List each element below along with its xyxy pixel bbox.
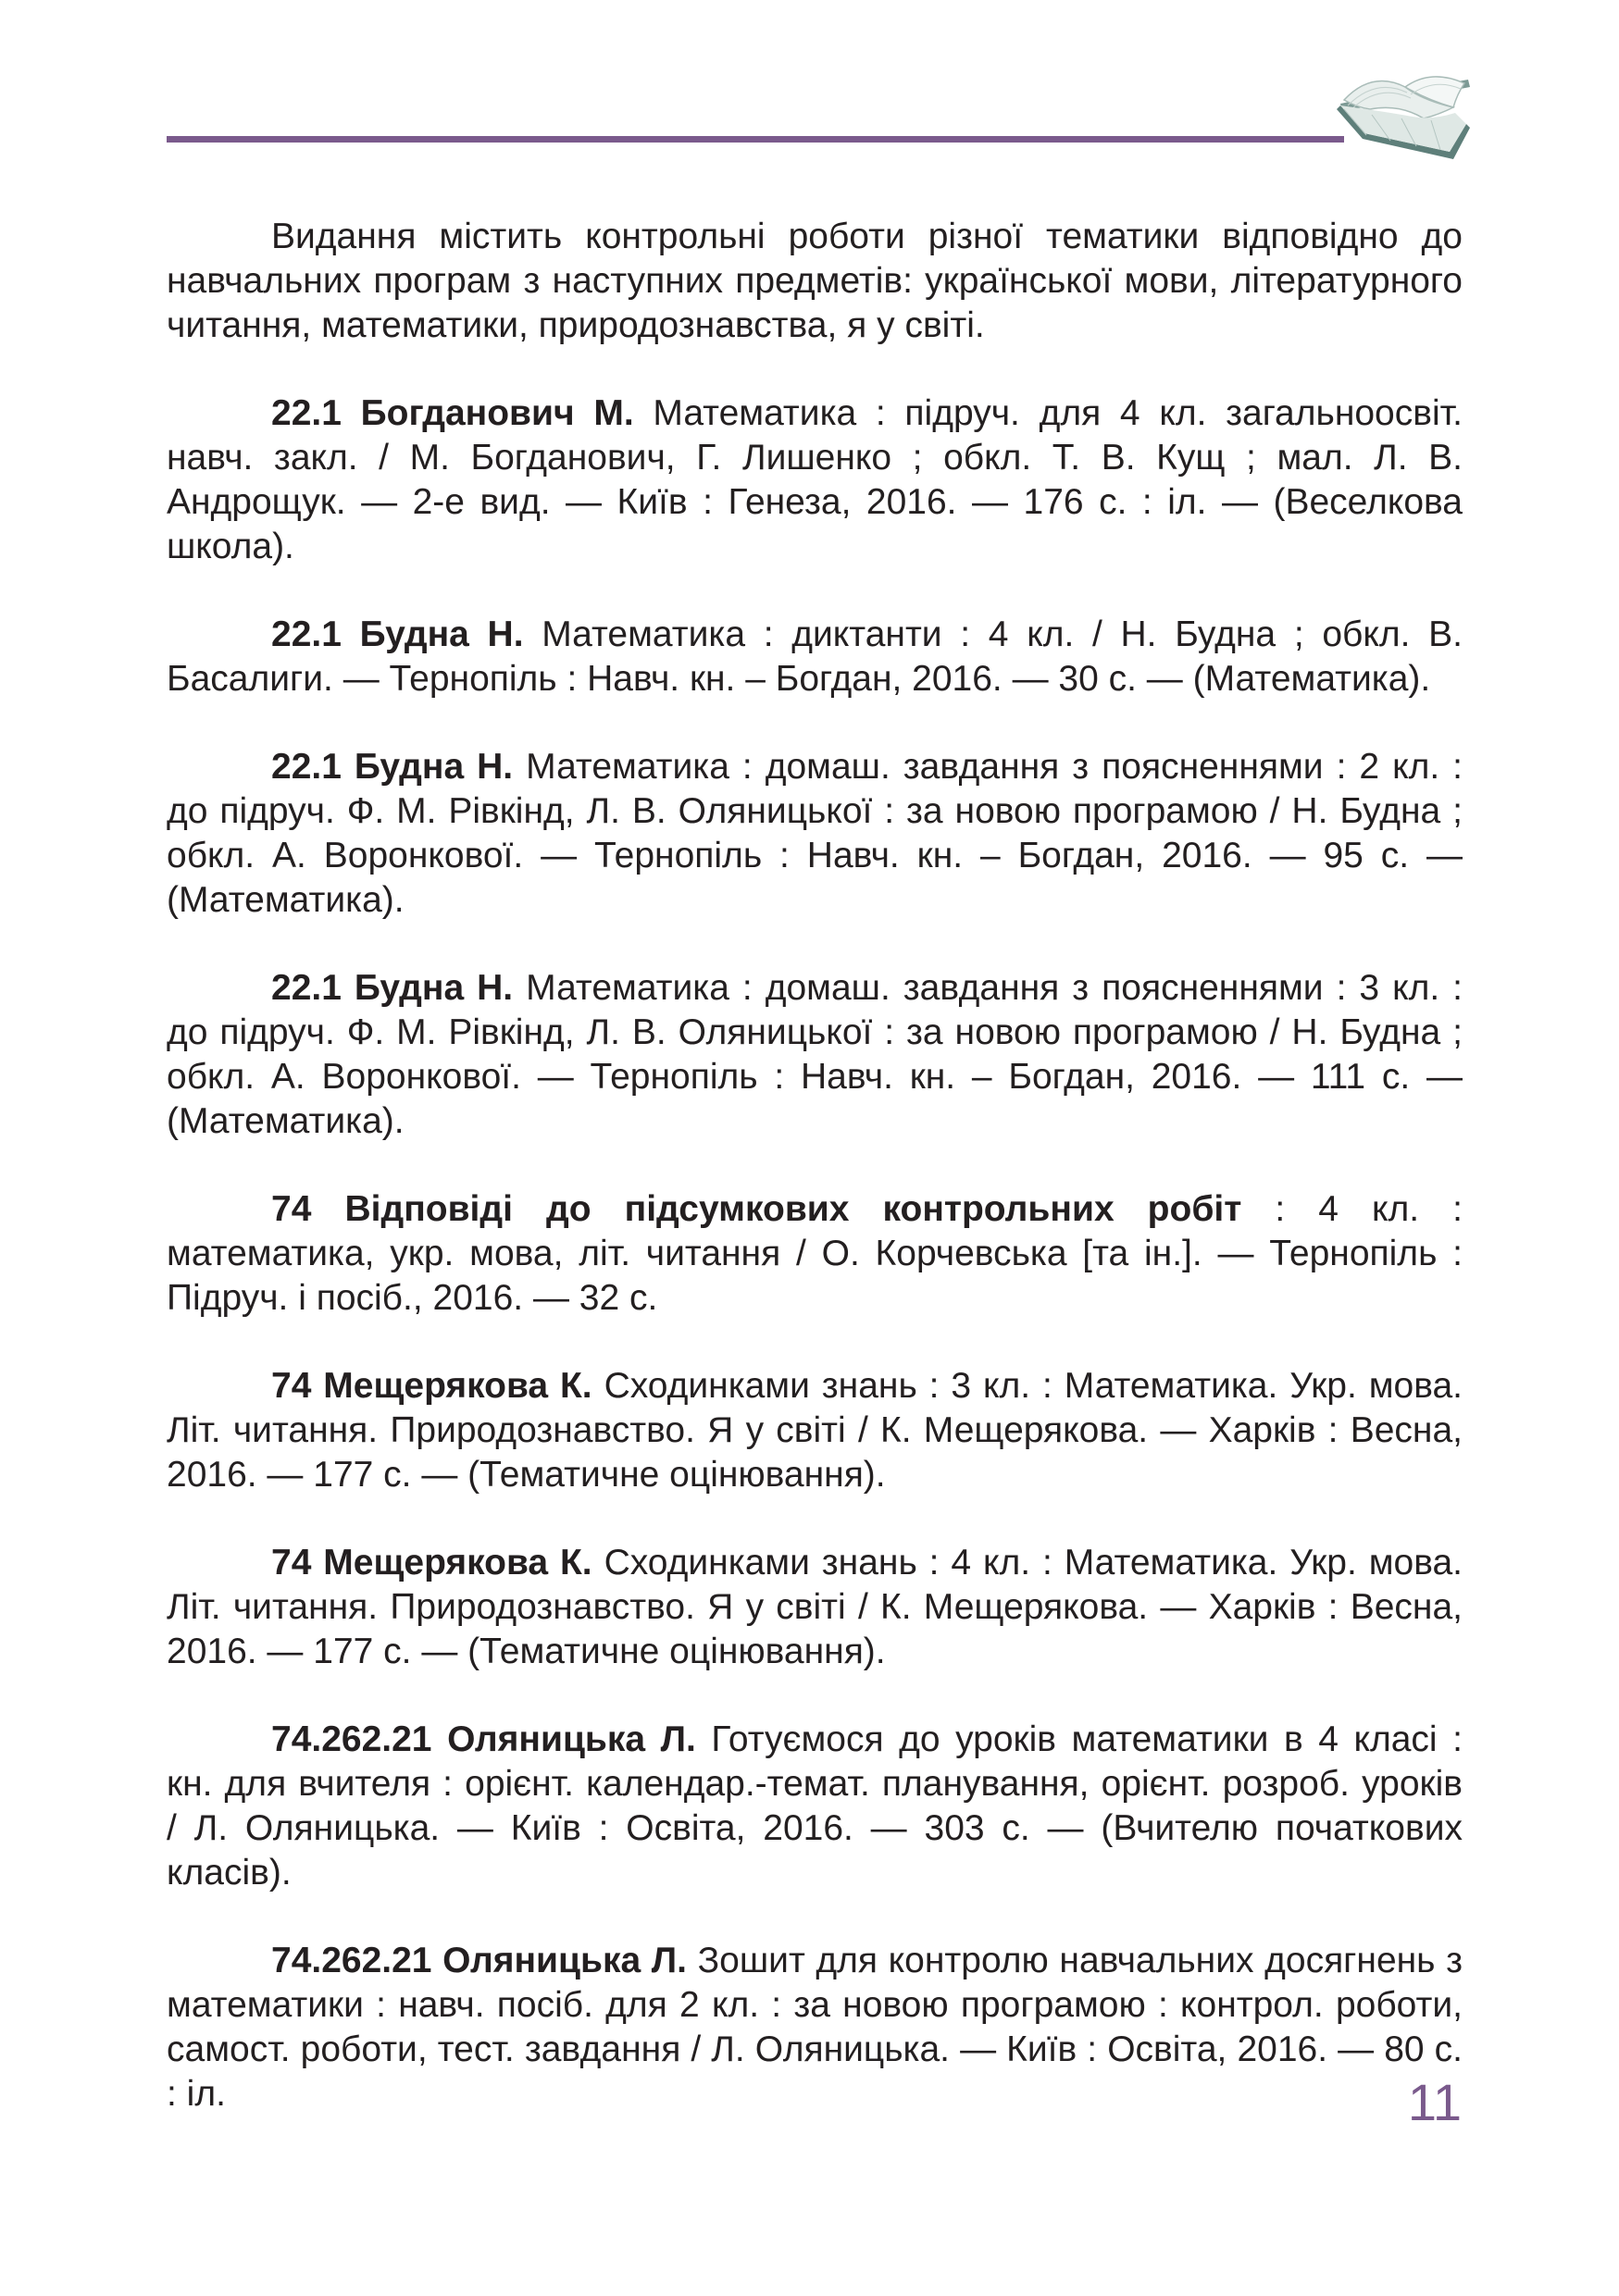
intro-paragraph: Видання містить контрольні роботи різної тематики відповідно до навчальних програм з наступних предметів: української мови, літературного читання, математики, природознавства, я у світі. [167, 217, 1463, 345]
entry-code: 74 [271, 1189, 312, 1229]
bibliography-entry [167, 391, 1463, 569]
entry-text: Математика : підруч. для 4 кл. загальноосвіт. навч. закл. / М. Богданович, Г. Лишенко ; обкл. Т. В. Кущ ; мал. Л. В. Андрощук. — 2-е вид. — Київ : Генеза, 2016. — 176 с. : іл. — (Веселкова школа). [167, 393, 1463, 566]
entry-code: 22.1 [271, 968, 342, 1008]
entry-author: Будна Н. [359, 614, 524, 654]
entry-text: Математика : диктанти : 4 кл. / Н. Будна ; обкл. В. Басалиги. — Тернопіль : Навч. кн. – Богдан, 2016. — 30 с. — (Математика). [167, 614, 1463, 699]
bibliography-entry [167, 1187, 1463, 1321]
bibliography-entry [167, 745, 1463, 923]
bibliography-entry [167, 1939, 1463, 2116]
entry-text: Сходинками знань : 4 кл. : Математика. Укр. мова. Літ. читання. Природознавство. Я у світі / К. Мещерякова. — Харків : Весна, 2016. — 177 с. — (Тематичне оцінювання). [167, 1543, 1463, 1671]
entry-text: Зошит для контролю навчальних досягнень з математики : навч. посіб. для 2 кл. : за новою програмою : контрол. роботи, самост. роботи, тест. завдання / Л. Оляницька. — Київ : Освіта, 2016. — 80 с. : іл. [167, 1941, 1463, 2114]
entry-text: Сходинками знань : 3 кл. : Математика. Укр. мова. Літ. читання. Природознавство. Я у світі / К. Мещерякова. — Харків : Весна, 2016. — 177 с. — (Тематичне оцінювання). [167, 1366, 1463, 1495]
bibliography-entry [167, 1541, 1463, 1674]
entry-code: 74.262.21 [271, 1941, 432, 1980]
header-rule [167, 136, 1344, 143]
entry-author: Будна Н. [354, 747, 514, 787]
entry-text: : 4 кл. : математика, укр. мова, літ. читання / О. Корчевська [та ін.]. — Тернопіль : Підруч. і посіб., 2016. — 32 с. [167, 1189, 1463, 1318]
entry-text: Математика : домаш. завдання з поясненнями : 2 кл. : до підруч. Ф. М. Рівкінд, Л. В. Оляницької : за новою програмою / Н. Будна ; обкл. А. Воронкової. — Тернопіль : Навч. кн. – Богдан, 2016. — 95 с. — (Математика). [167, 747, 1463, 920]
entry-text: Математика : домаш. завдання з поясненнями : 3 кл. : до підруч. Ф. М. Рівкінд, Л. В. Оляницької : за новою програмою / Н. Будна ; обкл. А. Воронкової. — Тернопіль : Навч. кн. – Богдан, 2016. — 111 с. — (Математика). [167, 968, 1463, 1141]
bibliography-entry [167, 966, 1463, 1144]
entry-author: Мещерякова К. [323, 1543, 592, 1582]
entry-code: 74.262.21 [271, 1719, 432, 1759]
open-book-icon [1335, 63, 1474, 167]
entry-author: Будна Н. [354, 968, 514, 1008]
entry-author: Відповіді до підсумкових контрольних робіт [344, 1189, 1242, 1229]
entry-author: Оляницька Л. [442, 1941, 687, 1980]
entry-author: Оляницька Л. [447, 1719, 696, 1759]
entry-text: Готуємося до уроків математики в 4 класі : кн. для вчителя : орієнт. календар.-темат. планування, орієнт. розроб. уроків / Л. Оляницька. — Київ : Освіта, 2016. — 303 с. — (Вчителю початкових класів). [167, 1719, 1463, 1893]
entry-code: 74 [271, 1543, 312, 1582]
entry-author: Богданович М. [360, 393, 634, 433]
bibliography-entry [167, 1364, 1463, 1497]
entry-code: 22.1 [271, 393, 342, 433]
entry-author: Мещерякова К. [323, 1366, 592, 1406]
entry-code: 22.1 [271, 747, 342, 787]
entry-code: 74 [271, 1366, 312, 1406]
bibliography-list [167, 215, 1463, 2116]
bibliography-entry [167, 613, 1463, 701]
entry-code: 22.1 [271, 614, 342, 654]
page-number: 11 [1407, 2073, 1462, 2131]
bibliography-entry [167, 1718, 1463, 1895]
